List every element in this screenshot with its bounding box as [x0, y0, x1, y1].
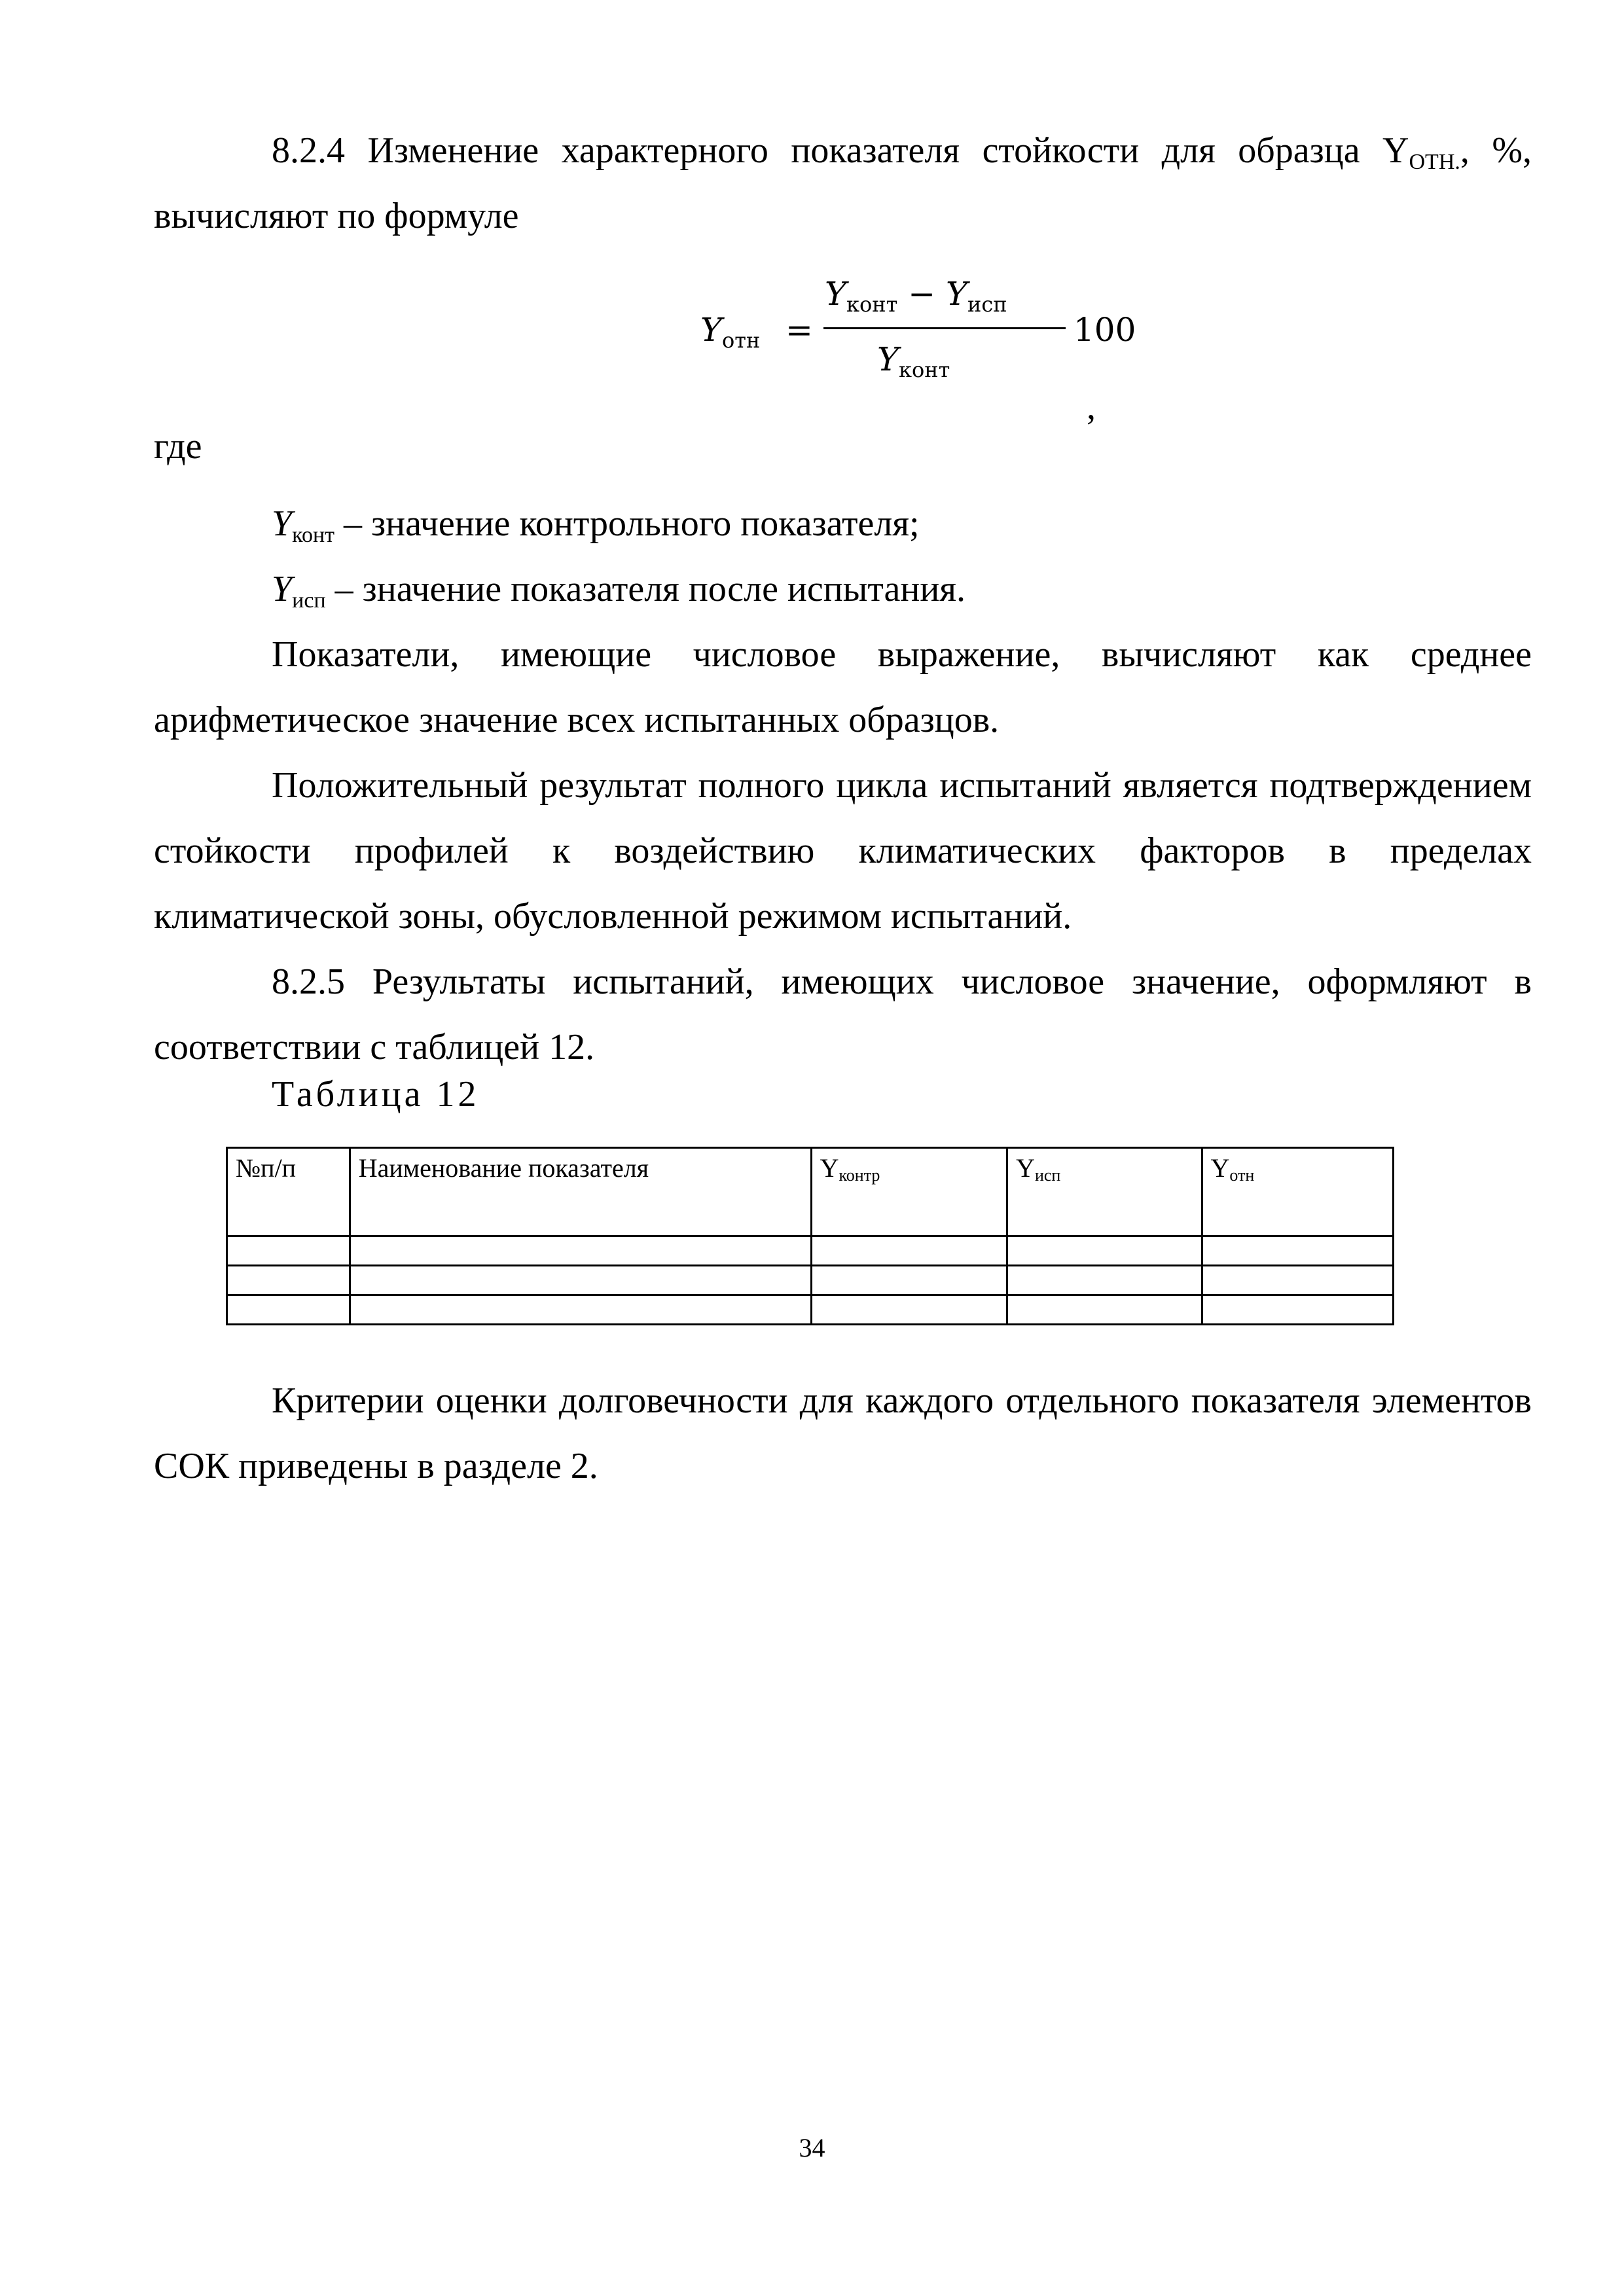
- formula-lhs: [700, 311, 761, 353]
- table-header-cell-name: [350, 1148, 811, 1236]
- page-number: 34: [799, 2133, 825, 2162]
- table-header-row: [227, 1148, 1394, 1236]
- formula-denominator: [877, 340, 950, 382]
- table-header-cell-yotn: [1202, 1148, 1393, 1236]
- where-label: где: [154, 426, 202, 467]
- table-cell: [1202, 1266, 1393, 1295]
- header-text: №п/п: [236, 1153, 297, 1183]
- formula-num-a-symbol: Y: [825, 275, 847, 313]
- table-cell: [811, 1236, 1007, 1266]
- formula-minus: −: [908, 275, 936, 313]
- fraction-bar: [823, 327, 1066, 329]
- table-cell: [1007, 1266, 1202, 1295]
- section-8-2-4-text-after: , %, вычисляют по формуле: [154, 130, 1532, 236]
- formula-trailing-comma: ,: [1087, 387, 1096, 427]
- formula-numerator: [825, 275, 1007, 317]
- table-cell: [1202, 1236, 1393, 1266]
- formula-equals: =: [785, 311, 813, 349]
- definition-ycont: [154, 491, 1532, 556]
- table-cell: [1202, 1295, 1393, 1325]
- table-cell: [227, 1236, 350, 1266]
- table-cell: [350, 1295, 811, 1325]
- section-8-2-4-subscript: OTH.: [1409, 150, 1460, 174]
- header-text: Y: [1210, 1153, 1230, 1183]
- table-12: [226, 1147, 1394, 1325]
- paragraph-positive-result: Положительный результат полного цикла испытаний является подтверждением стойкости профилей к воздействию климатических факторов в пределах климатической зоны, обусловленной режимом испытаний.: [154, 765, 1532, 937]
- table-row: [227, 1295, 1394, 1325]
- table-cell: [227, 1266, 350, 1295]
- definition-yisp-subscript: исп: [292, 588, 326, 613]
- table-cell: [811, 1266, 1007, 1295]
- paragraph-criteria: Критерии оценки долговечности для каждого отдельного показателя элементов СОК приведены в разделе 2.: [154, 1380, 1532, 1486]
- formula-num-b-subscript: исп: [967, 292, 1007, 317]
- formula-multiplier: 100: [1074, 311, 1136, 349]
- table-header-cell-yisp: [1007, 1148, 1202, 1236]
- paragraph-average: Показатели, имеющие числовое выражение, вычисляют как среднее арифметическое значение всех испытанных образцов.: [154, 634, 1532, 740]
- table-header-cell-ycontr: [811, 1148, 1007, 1236]
- table-cell: [1007, 1295, 1202, 1325]
- header-text: Y: [1016, 1153, 1035, 1183]
- header-subscript: контр: [839, 1166, 880, 1185]
- section-8-2-5-paragraph: 8.2.5 Результаты испытаний, имеющих числовое значение, оформляют в соответствии с таблицей 12.: [154, 961, 1532, 1067]
- header-subscript: отн: [1229, 1166, 1255, 1185]
- definition-ycont-text: – значение контрольного показателя;: [334, 503, 920, 544]
- table-cell: [227, 1295, 350, 1325]
- section-8-2-4-paragraph: [154, 118, 1532, 249]
- formula-lhs-subscript: отн: [722, 328, 761, 353]
- definition-yisp-text: – значение показателя после испытания.: [325, 569, 966, 609]
- table-cell: [1007, 1236, 1202, 1266]
- formula-num-b-symbol: Y: [946, 275, 968, 313]
- formula-den-symbol: Y: [877, 340, 899, 378]
- definition-ycont-symbol: Y: [272, 503, 293, 544]
- formula-lhs-symbol: Y: [700, 311, 723, 349]
- table-row: [227, 1236, 1394, 1266]
- table-cell: [811, 1295, 1007, 1325]
- definition-ycont-subscript: конт: [292, 523, 335, 547]
- table-cell: [350, 1266, 811, 1295]
- definition-yisp: [154, 556, 1532, 622]
- table-cell: [350, 1236, 811, 1266]
- formula-den-subscript: конт: [899, 357, 950, 382]
- table-row: [227, 1266, 1394, 1295]
- definition-yisp-symbol: Y: [272, 569, 293, 609]
- table-caption: Таблица 12: [272, 1074, 480, 1115]
- formula-num-a-subscript: конт: [846, 292, 898, 317]
- section-8-2-4-text-before: 8.2.4 Изменение характерного показателя стойкости для образца Y: [272, 130, 1409, 171]
- header-text: Наименование показателя: [358, 1153, 649, 1183]
- header-subscript: исп: [1034, 1166, 1061, 1185]
- header-text: Y: [820, 1153, 839, 1183]
- table-header-cell-number: [227, 1148, 350, 1236]
